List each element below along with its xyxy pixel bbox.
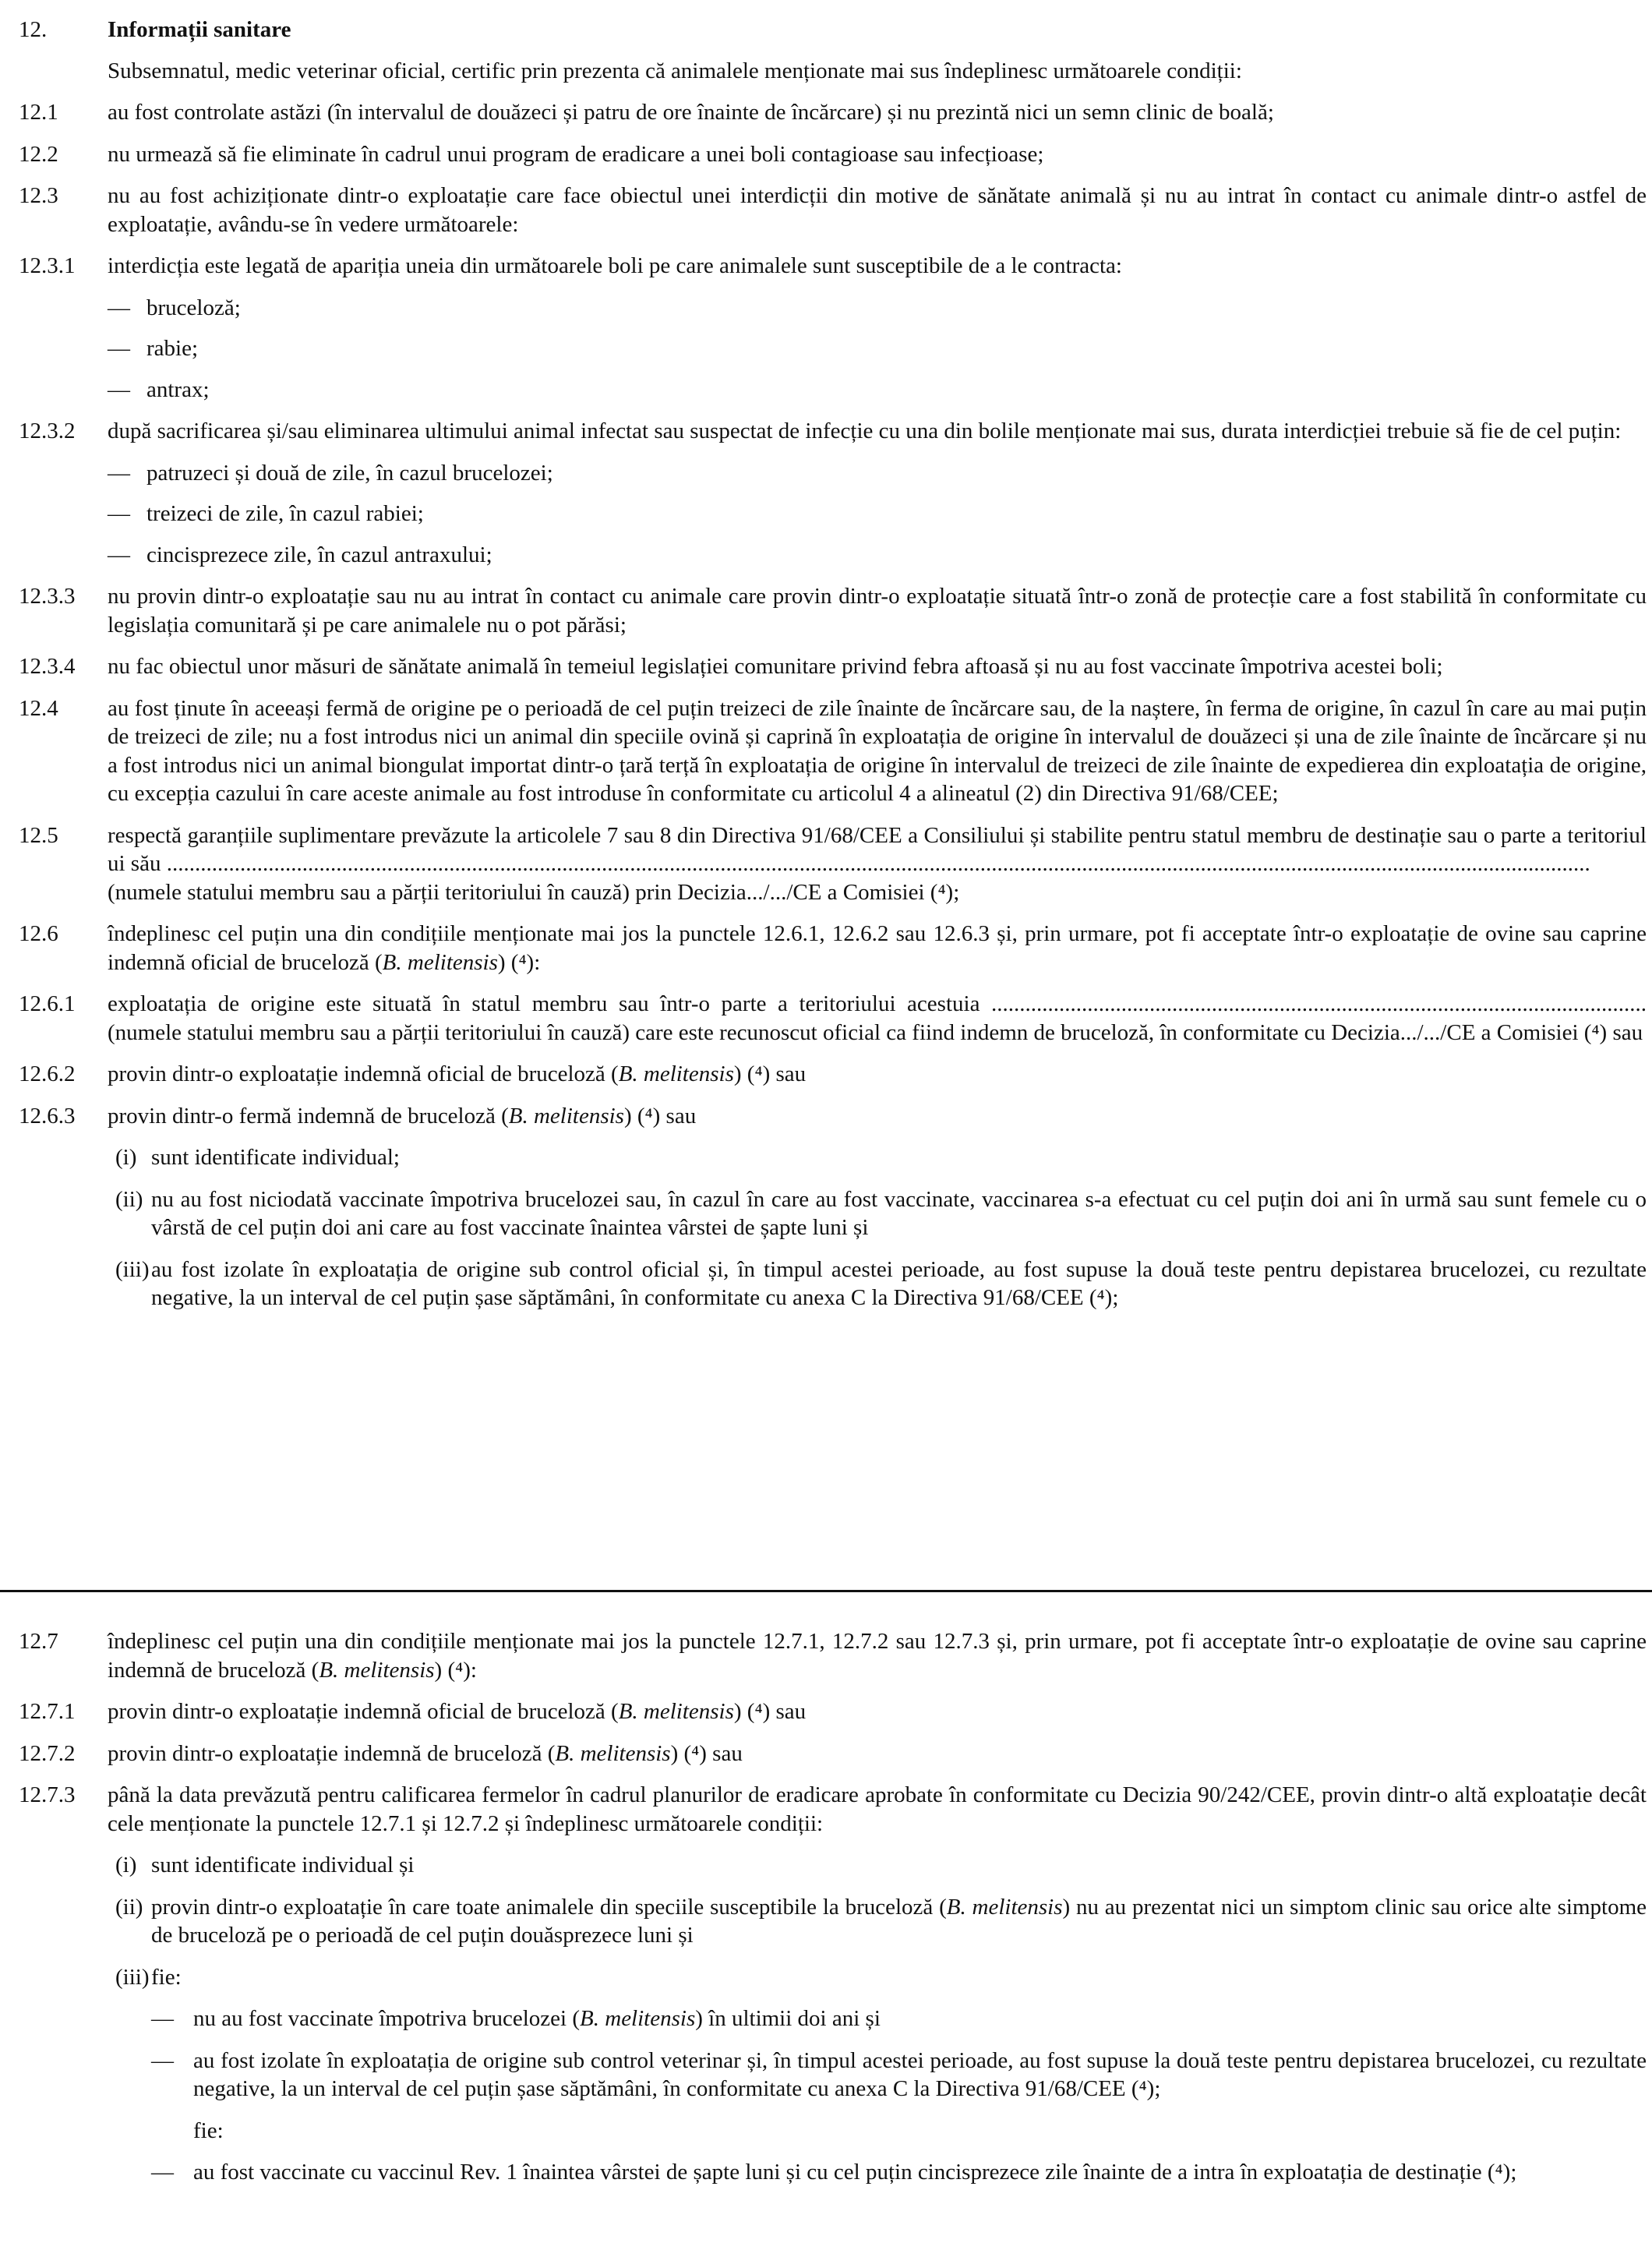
species-name: B. melitensis (618, 1061, 734, 1086)
paragraph-text: nu au fost achiziționate dintr-o exploatație care face obiectul unei interdicții din motive de sănătate animală și nu au intrat în contact cu animale dintr-o astfel de exploatație, avându-se în vedere următoarele: (108, 183, 1647, 237)
list-item (115, 1963, 1647, 1992)
dash-mark: — (108, 460, 130, 486)
list-item-text: au fost izolate în exploatația de origine sub control oficial și, în timpul acestei perioade, au fost supuse la două teste pentru depistarea brucelozei, cu rezultate negative, la un interval de cel puțin șase săptămâni, în conformitate cu anexa C la Directiva 91/68/CEE (⁴); (151, 1256, 1647, 1310)
paragraph-12-6-2 (0, 1060, 1652, 1089)
paragraph-number: 12.3 (19, 183, 58, 208)
dash-mark: — (151, 2047, 174, 2073)
paragraph-text: după sacrificarea și/sau eliminarea ultimului animal infectat sau suspectat de infecție cu una din bolile menționate mai sus, durata interdicției trebuie să fie de cel puțin: (108, 419, 1622, 443)
dash-mark: — (108, 542, 130, 567)
paragraph-12-7 (0, 1627, 1652, 1684)
text-part: provin dintr-o fermă indemnă de bruceloză ( (108, 1103, 509, 1129)
paragraph-12-4 (0, 694, 1652, 808)
text-part: ) (⁴): (434, 1657, 477, 1683)
paragraph-12-1 (0, 98, 1652, 127)
paragraph-text (108, 1102, 1647, 1131)
text-part: îndeplinesc cel puțin una din condițiile menționate mai jos la punctele 12.7.1, 12.7.2 sau 12.7.3 și, prin urmare, pot fi acceptate într-o exploatație de ovine sau caprine indemnă de bruceloză ( (108, 1629, 1647, 1683)
text-part: ) (⁴): (497, 949, 541, 975)
paragraph-12-3-2 (0, 417, 1652, 446)
list-item (115, 1143, 1647, 1172)
paragraph-text: până la data prevăzută pentru calificarea fermelor în cadrul planurilor de eradicare aprobate în conformitate cu Decizia 90/242/CEE, provin dintr-o altă exploatație decât cele menționate la punctele 12.7.1 și 12.7.2 și îndeplinesc următoarele condiții: (108, 1782, 1647, 1836)
list-item-text: sunt identificate individual și (151, 1853, 415, 1877)
paragraph-12-2 (0, 140, 1652, 169)
list-item (115, 1851, 1647, 1880)
paragraph-12-3 (0, 182, 1652, 238)
section-heading (0, 16, 1652, 44)
paragraph-number: 12.6.1 (19, 991, 76, 1016)
paragraph-text: au fost controlate astăzi (în intervalul de douăzeci și patru de ore înainte de încărcare) și nu prezintă nici un semn clinic de boală; (108, 100, 1274, 125)
list-item (108, 541, 1647, 570)
section-title: Informații sanitare (108, 17, 291, 42)
item-label: (i) (115, 1853, 137, 1877)
species-name: B. melitensis (319, 1657, 435, 1683)
species-name: B. melitensis (508, 1103, 624, 1129)
text-part: ) (⁴) sau (733, 1061, 807, 1086)
list-item-text: au fost vaccinate cu vaccinul Rev. 1 înaintea vârstei de șapte luni și cu cel puțin cincisprezece zile înainte de a intra în exploatația de destinație (⁴); (193, 2160, 1517, 2185)
intro-text: Subsemnatul, medic veterinar oficial, certific prin prezenta că animalele menționate mai sus îndeplinesc următoarele condiții: (108, 58, 1242, 83)
paragraph-12-5 (0, 821, 1652, 907)
list-item (151, 2158, 1647, 2187)
text-part: provin dintr-o exploatație indemnă oficial de bruceloză ( (108, 1061, 619, 1086)
item-label: (ii) (115, 1894, 143, 1920)
list-item (115, 1256, 1647, 1312)
list-item (108, 334, 1647, 363)
dash-mark: — (108, 501, 130, 526)
list-item (108, 459, 1647, 488)
list-item (115, 1185, 1647, 1242)
text-part: provin dintr-o exploatație indemnă de bruceloză ( (108, 1740, 556, 1766)
paragraph-12-7-3 (0, 1781, 1652, 1838)
text-part: provin dintr-o exploatație în care toate animalele din speciile susceptibile la bruceloză ( (151, 1894, 947, 1920)
paragraph-number: 12.1 (19, 100, 58, 125)
list-item-text: bruceloză; (146, 295, 241, 320)
section-12-lower (0, 1627, 1652, 2187)
list-item (108, 500, 1647, 528)
text-part: provin dintr-o exploatație indemnă oficial de bruceloză ( (108, 1699, 619, 1724)
paragraph-text (108, 821, 1647, 907)
paragraph-12-3-3 (0, 582, 1652, 639)
list-item-text (193, 2005, 1647, 2033)
paragraph-number: 12.5 (19, 822, 58, 848)
list-item (108, 294, 1647, 323)
paragraph-number: 12.3.2 (19, 419, 76, 443)
text-part: îndeplinesc cel puțin una din condițiile menționate mai jos la punctele 12.6.1, 12.6.2 sau 12.6.3 și, prin urmare, pot fi acceptate într-o exploatație de ovine sau caprine indemnă oficial de bruceloză ( (108, 921, 1647, 975)
list-item-text: antrax; (146, 376, 210, 402)
list-item-text (151, 1893, 1647, 1950)
list-item-text: cincisprezece zile, în cazul antraxului; (146, 542, 492, 567)
dash-mark: — (108, 295, 130, 320)
list-item-text: nu au fost niciodată vaccinate împotriva brucelozei sau, în cazul în care au fost vaccinate, vaccinarea s-a efectuat cu cel puțin doi ani în urmă sau sunt femele cu o vârstă de cel puțin doi ani care au fost vaccinate înaintea vârstei de șapte luni și (151, 1186, 1647, 1240)
list-item (151, 2005, 1647, 2033)
paragraph-12-3-4 (0, 652, 1652, 681)
or-label: fie: (193, 2118, 224, 2143)
list-item (115, 1893, 1647, 1950)
paragraph-number: 12.7.1 (19, 1699, 76, 1724)
list-item-text: rabie; (146, 336, 199, 361)
list-item-text: treizeci de zile, în cazul rabiei; (146, 501, 424, 526)
dash-mark: — (108, 336, 130, 361)
paragraph-12-3-1 (0, 252, 1652, 281)
item-label: (iii) (115, 1964, 150, 1990)
paragraph-number: 12.7.2 (19, 1740, 76, 1766)
species-name: B. melitensis (382, 949, 498, 975)
paragraph-number: 12.2 (19, 141, 58, 167)
species-name: B. melitensis (555, 1740, 671, 1766)
intro-paragraph (0, 57, 1652, 86)
paragraph-text: nu urmează să fie eliminate în cadrul unui program de eradicare a unei boli contagioase sau infecțioase; (108, 141, 1044, 167)
paragraph-number: 12.7 (19, 1629, 58, 1654)
section-12-upper (0, 16, 1652, 1312)
paragraph-text-line2: (numele statului membru sau a părții teritoriului în cauză) prin Decizia.../.../CE a Comisiei (⁴); (108, 879, 960, 905)
text-part: ) în ultimii doi ani și (695, 2006, 881, 2031)
paragraph-text: exploatația de origine este situată în statul membru sau într-o parte a teritoriului acestuia .................................................................................................................... (numele statului membru sau a părții teritoriului în cauză) care este recunoscut oficial ca fiind indemn de bruceloză, în conformitate cu Decizia.../.../CE a Comisiei (⁴) sau (108, 991, 1647, 1045)
paragraph-number: 12.7.3 (19, 1782, 76, 1807)
paragraph-number: 12.4 (19, 695, 58, 721)
item-label: (ii) (115, 1186, 143, 1212)
species-name: B. melitensis (580, 2006, 696, 2031)
dash-mark: — (151, 2006, 174, 2031)
text-part: ) (⁴) sau (733, 1699, 807, 1724)
paragraph-text: nu provin dintr-o exploatație sau nu au intrat în contact cu animale care provin dintr-o exploatație situată într-o zonă de protecție care a fost stabilită în conformitate cu legislația comunitară și pe care animalele nu o pot părăsi; (108, 584, 1647, 638)
text-part: nu au fost vaccinate împotriva brucelozei ( (193, 2006, 581, 2031)
paragraph-text: interdicția este legată de apariția uneia din următoarele boli pe care animalele sunt susceptibile de a le contracta: (108, 253, 1122, 278)
paragraph-text (108, 1060, 1647, 1089)
paragraph-12-6 (0, 920, 1652, 977)
list-item (151, 2047, 1647, 2103)
dash-mark: — (151, 2160, 174, 2185)
list-item-text: sunt identificate individual; (151, 1145, 400, 1170)
paragraph-text (108, 920, 1647, 977)
paragraph-text: nu fac obiectul unor măsuri de sănătate animală în temeiul legislației comunitare privind febra aftoasă și nu au fost vaccinate împotriva acestei boli; (108, 654, 1443, 679)
page-divider (0, 1590, 1652, 1592)
section-number: 12. (19, 17, 48, 42)
item-label: (iii) (115, 1256, 150, 1282)
item-label: (i) (115, 1145, 137, 1170)
paragraph-12-6-1 (0, 990, 1652, 1047)
list-item-text: au fost izolate în exploatația de origine sub control veterinar și, în timpul acestei perioade, au fost supuse la două teste pentru depistarea brucelozei, cu rezultate negative, la un interval de cel puțin șase săptămâni, în conformitate cu anexa C la Directiva 91/68/CEE (⁴); (193, 2047, 1647, 2101)
paragraph-text (108, 1740, 1647, 1768)
paragraph-number: 12.6.2 (19, 1061, 76, 1086)
species-name: B. melitensis (946, 1894, 1063, 1920)
paragraph-number: 12.6.3 (19, 1103, 76, 1129)
list-item-text: fie: (151, 1964, 182, 1990)
paragraph-text (108, 1627, 1647, 1684)
list-item-text: patruzeci și două de zile, în cazul brucelozei; (146, 460, 553, 486)
paragraph-12-6-3 (0, 1102, 1652, 1131)
list-item (108, 376, 1647, 404)
paragraph-12-7-1 (0, 1697, 1652, 1726)
paragraph-text (108, 1697, 1647, 1726)
text-part: ) (⁴) sau (670, 1740, 743, 1766)
text-part: ) nu au prezentat nici un simptom clinic sau orice alte simptome de bruceloză pe o perioadă de cel puțin douăsprezece luni și (151, 1894, 1647, 1948)
paragraph-text-line1: respectă garanțiile suplimentare prevăzute la articolele 7 sau 8 din Directiva 91/68/CEE a Consiliului și stabilite pentru statul membru de destinație sau o parte a teritoriului său ............................................................................................................................................................................................................................................................ (108, 822, 1647, 876)
species-name: B. melitensis (618, 1699, 734, 1724)
paragraph-number: 12.3.4 (19, 654, 76, 679)
text-part: ) (⁴) sau (623, 1103, 697, 1129)
paragraph-12-7-2 (0, 1740, 1652, 1768)
paragraph-number: 12.3.3 (19, 584, 76, 609)
paragraph-text: au fost ținute în aceeași fermă de origine pe o perioadă de cel puțin treizeci de zile înainte de încărcare sau, de la naștere, în ferma de origine, în cazul în care au mai puțin de treizeci de zile; nu a fost introdus nici un animal din speciile ovină și caprină în exploatația de origine în intervalul de douăzeci și una de zile înainte de încărcare și nu a fost introdus nici un animal biongulat importat dintr-o țară terță în exploatația de origine în intervalul de treizeci de zile înainte de expedierea din exploatația de origine, cu excepția cazului în care aceste animale au fost introduse în conformitate cu articolul 4 a alineatul (2) din Directiva 91/68/CEE; (108, 695, 1647, 806)
dash-mark: — (108, 376, 130, 402)
paragraph-number: 12.6 (19, 921, 58, 946)
paragraph-number: 12.3.1 (19, 253, 76, 278)
